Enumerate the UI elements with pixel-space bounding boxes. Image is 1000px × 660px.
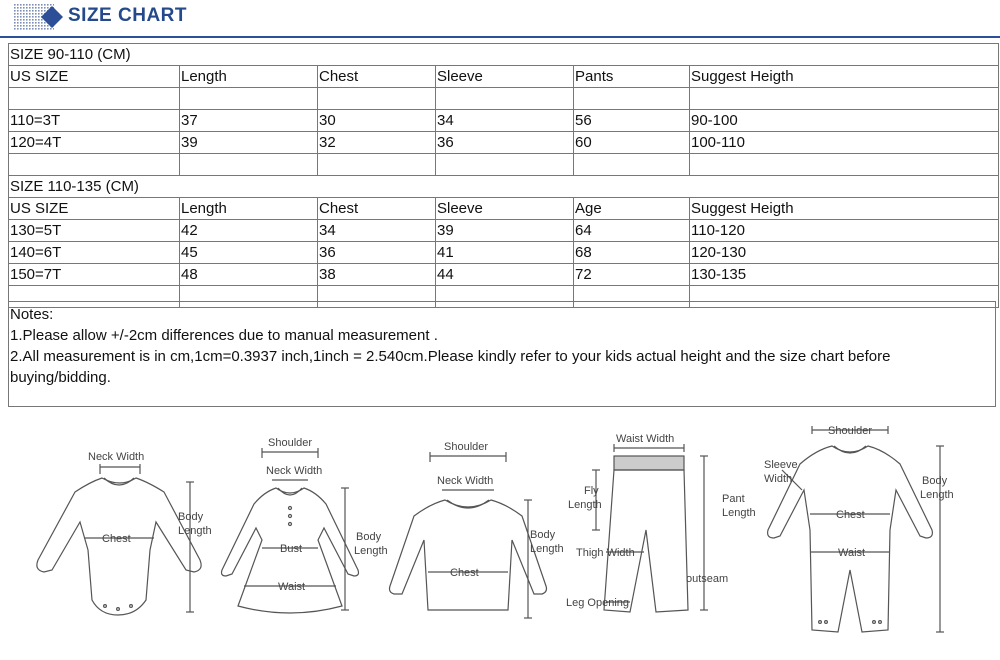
table-row [9, 264, 999, 286]
pants-fly-length-label: Length [568, 499, 602, 511]
dress-length-label: Length [354, 545, 388, 557]
pants-fly-label: Fly [584, 485, 599, 497]
table-row [9, 132, 999, 154]
pants-leg-label: Leg Opening [566, 597, 629, 609]
page-title: SIZE CHART [68, 5, 187, 26]
column-header: US SIZE [9, 66, 180, 88]
table-cell: 130=5T [9, 220, 180, 242]
bodysuit-diagram [37, 451, 212, 615]
table-header-row [9, 66, 999, 88]
column-header: Age [574, 198, 690, 220]
top-diagram [390, 441, 564, 618]
table-cell: 36 [318, 242, 436, 264]
table-cell: 130-135 [690, 264, 999, 286]
column-header: Sleeve [436, 198, 574, 220]
table-cell: 44 [436, 264, 574, 286]
blank-row [9, 154, 999, 176]
bodysuit-neck-label: Neck Width [88, 451, 145, 463]
table-cell: 30 [318, 110, 436, 132]
table-cell: 42 [180, 220, 318, 242]
column-header: Suggest Heigth [690, 66, 999, 88]
section-title: SIZE 90-110 (CM) [9, 44, 999, 66]
bodysuit-length-label: Length [178, 525, 212, 537]
table-cell: 39 [436, 220, 574, 242]
pants-thigh-label: Thigh Width [576, 547, 635, 559]
notes-heading: Notes: [10, 306, 54, 323]
column-header: Suggest Heigth [690, 198, 999, 220]
dress-bust-label: Bust [280, 543, 303, 555]
romper-shoulder-label: Shoulder [828, 425, 873, 437]
romper-chest-label: Chest [836, 509, 865, 521]
note-line: 2.All measurement is in cm,1cm=0.3937 inch,1inch = 2.540cm.Please kindly refer to your kids actual height and the size chart before [10, 348, 891, 365]
table-cell: 45 [180, 242, 318, 264]
note-line: buying/bidding. [10, 369, 111, 386]
table-cell: 60 [574, 132, 690, 154]
dress-waist-label: Waist [278, 581, 306, 593]
table-cell: 48 [180, 264, 318, 286]
column-header: US SIZE [9, 198, 180, 220]
column-header: Length [180, 198, 318, 220]
table-cell: 100-110 [690, 132, 999, 154]
top-shoulder-label: Shoulder [444, 441, 489, 453]
notes-box [8, 301, 996, 407]
table-cell: 110=3T [9, 110, 180, 132]
table-cell: 120-130 [690, 242, 999, 264]
table-cell: 150=7T [9, 264, 180, 286]
romper-diagram [764, 425, 954, 632]
table-cell: 72 [574, 264, 690, 286]
table-row [9, 220, 999, 242]
note-line: 1.Please allow +/-2cm differences due to manual measurement . [10, 327, 438, 344]
romper-length-label: Length [920, 489, 954, 501]
size-table [8, 43, 999, 308]
dress-shoulder-label: Shoulder [268, 437, 313, 449]
section-title: SIZE 110-135 (CM) [9, 176, 999, 198]
table-cell: 140=6T [9, 242, 180, 264]
table-cell: 38 [318, 264, 436, 286]
table-cell: 32 [318, 132, 436, 154]
top-length-label: Length [530, 543, 564, 555]
bodysuit-body-label: Body [178, 511, 204, 523]
dress-body-label: Body [356, 531, 382, 543]
table-cell: 120=4T [9, 132, 180, 154]
table-cell: 64 [574, 220, 690, 242]
table-cell: 34 [318, 220, 436, 242]
table-row [9, 242, 999, 264]
table-cell: 90-100 [690, 110, 999, 132]
table-cell: 37 [180, 110, 318, 132]
top-neck-label: Neck Width [437, 475, 494, 487]
pants-outseam-label: outseam [686, 573, 729, 585]
dress-neck-label: Neck Width [266, 465, 323, 477]
table-header-row [9, 198, 999, 220]
blank-row [9, 88, 999, 110]
column-header: Pants [574, 66, 690, 88]
table-cell: 110-120 [690, 220, 999, 242]
top-body-label: Body [530, 529, 556, 541]
pants-pant-label: Pant [722, 493, 745, 505]
romper-width-label: Width [764, 473, 793, 485]
table-cell: 36 [436, 132, 574, 154]
column-header: Sleeve [436, 66, 574, 88]
romper-body-label: Body [922, 475, 948, 487]
header-divider [0, 36, 1000, 38]
header [0, 0, 1000, 38]
table-cell: 41 [436, 242, 574, 264]
table-cell: 34 [436, 110, 574, 132]
table-cell: 56 [574, 110, 690, 132]
pants-pant-length-label: Length [722, 507, 756, 519]
romper-sleeve-label: Sleeve [764, 459, 798, 471]
column-header: Chest [318, 66, 436, 88]
pants-diagram [566, 433, 756, 612]
top-chest-label: Chest [450, 567, 479, 579]
measurement-diagrams [0, 410, 1000, 660]
column-header: Length [180, 66, 318, 88]
table-cell: 68 [574, 242, 690, 264]
romper-waist-label: Waist [838, 547, 866, 559]
table-row [9, 110, 999, 132]
table-cell: 39 [180, 132, 318, 154]
diamond-logo-icon [14, 4, 66, 30]
dress-diagram [222, 437, 388, 613]
pants-waist-label: Waist Width [616, 433, 675, 445]
column-header: Chest [318, 198, 436, 220]
bodysuit-chest-label: Chest [102, 533, 131, 545]
